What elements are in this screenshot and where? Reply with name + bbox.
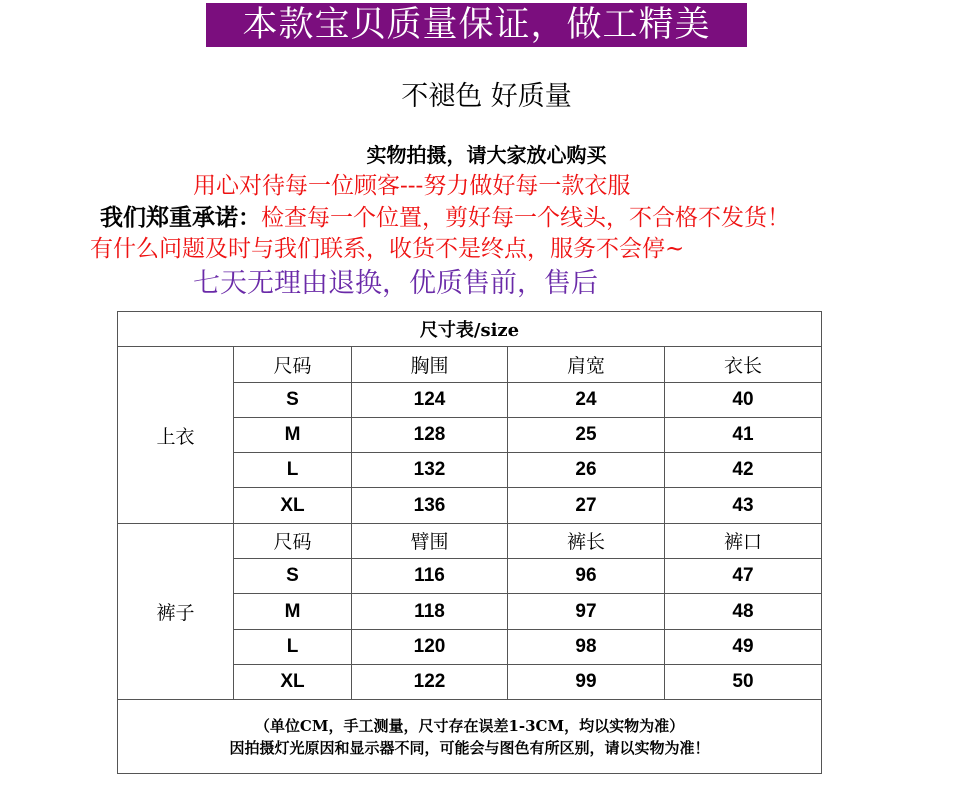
value-cell: 48: [665, 594, 822, 629]
promise-line: [100, 206, 790, 230]
value-cell: 40: [665, 382, 822, 417]
value-cell: 128: [352, 417, 508, 452]
attitude-line: 用心对待每一位顾客---努力做好每一款衣服: [193, 173, 631, 199]
promo-banner: 本款宝贝质量保证，做工精美: [206, 3, 747, 47]
value-cell: 136: [352, 488, 508, 523]
value-cell: 99: [508, 664, 665, 699]
size-cell: L: [234, 453, 352, 488]
column-header: 尺码: [234, 523, 352, 558]
value-cell: 122: [352, 664, 508, 699]
value-cell: 124: [352, 382, 508, 417]
column-header: 臂围: [352, 523, 508, 558]
value-cell: 50: [665, 664, 822, 699]
color-disclaimer: 因拍摄灯光原因和显示器不同，可能会与图色有所区别，请以实物为准！: [229, 738, 710, 757]
return-policy-line: 七天无理由退换，优质售前，售后: [193, 268, 598, 299]
size-cell: M: [234, 594, 352, 629]
column-header: 尺码: [234, 347, 352, 382]
size-cell: S: [234, 382, 352, 417]
value-cell: 49: [665, 629, 822, 664]
size-cell: L: [234, 629, 352, 664]
promise-label: 我们郑重承诺：: [100, 204, 261, 231]
value-cell: 41: [665, 417, 822, 452]
column-header: 裤口: [665, 523, 822, 558]
column-header: 肩宽: [508, 347, 665, 382]
value-cell: 26: [508, 453, 665, 488]
value-cell: 97: [508, 594, 665, 629]
size-cell: XL: [234, 664, 352, 699]
value-cell: 42: [665, 453, 822, 488]
value-cell: 24: [508, 382, 665, 417]
value-cell: 43: [665, 488, 822, 523]
value-cell: 96: [508, 559, 665, 594]
size-table-notes: [118, 700, 822, 774]
size-table: [117, 311, 822, 774]
contact-line: 有什么问题及时与我们联系，收货不是终点，服务不会停~: [90, 236, 685, 262]
value-cell: 116: [352, 559, 508, 594]
column-header: 胸围: [352, 347, 508, 382]
size-cell: XL: [234, 488, 352, 523]
column-header: 衣长: [665, 347, 822, 382]
photo-note: 实物拍摄，请大家放心购买: [366, 143, 607, 167]
group-label-top: 上衣: [118, 347, 234, 523]
size-table-title: 尺寸表/size: [118, 312, 822, 347]
value-cell: 120: [352, 629, 508, 664]
value-cell: 27: [508, 488, 665, 523]
value-cell: 47: [665, 559, 822, 594]
column-header: 裤长: [508, 523, 665, 558]
size-cell: M: [234, 417, 352, 452]
value-cell: 118: [352, 594, 508, 629]
size-cell: S: [234, 559, 352, 594]
value-cell: 98: [508, 629, 665, 664]
measurement-note: （单位CM，手工测量，尺寸存在误差1-3CM，均以实物为准）: [254, 716, 685, 735]
value-cell: 132: [352, 453, 508, 488]
slogan: 不褪色 好质量: [401, 81, 572, 112]
promise-text: 检查每一个位置，剪好每一个线头，不合格不发货！: [261, 205, 790, 231]
value-cell: 25: [508, 417, 665, 452]
group-label-pants: 裤子: [118, 523, 234, 699]
